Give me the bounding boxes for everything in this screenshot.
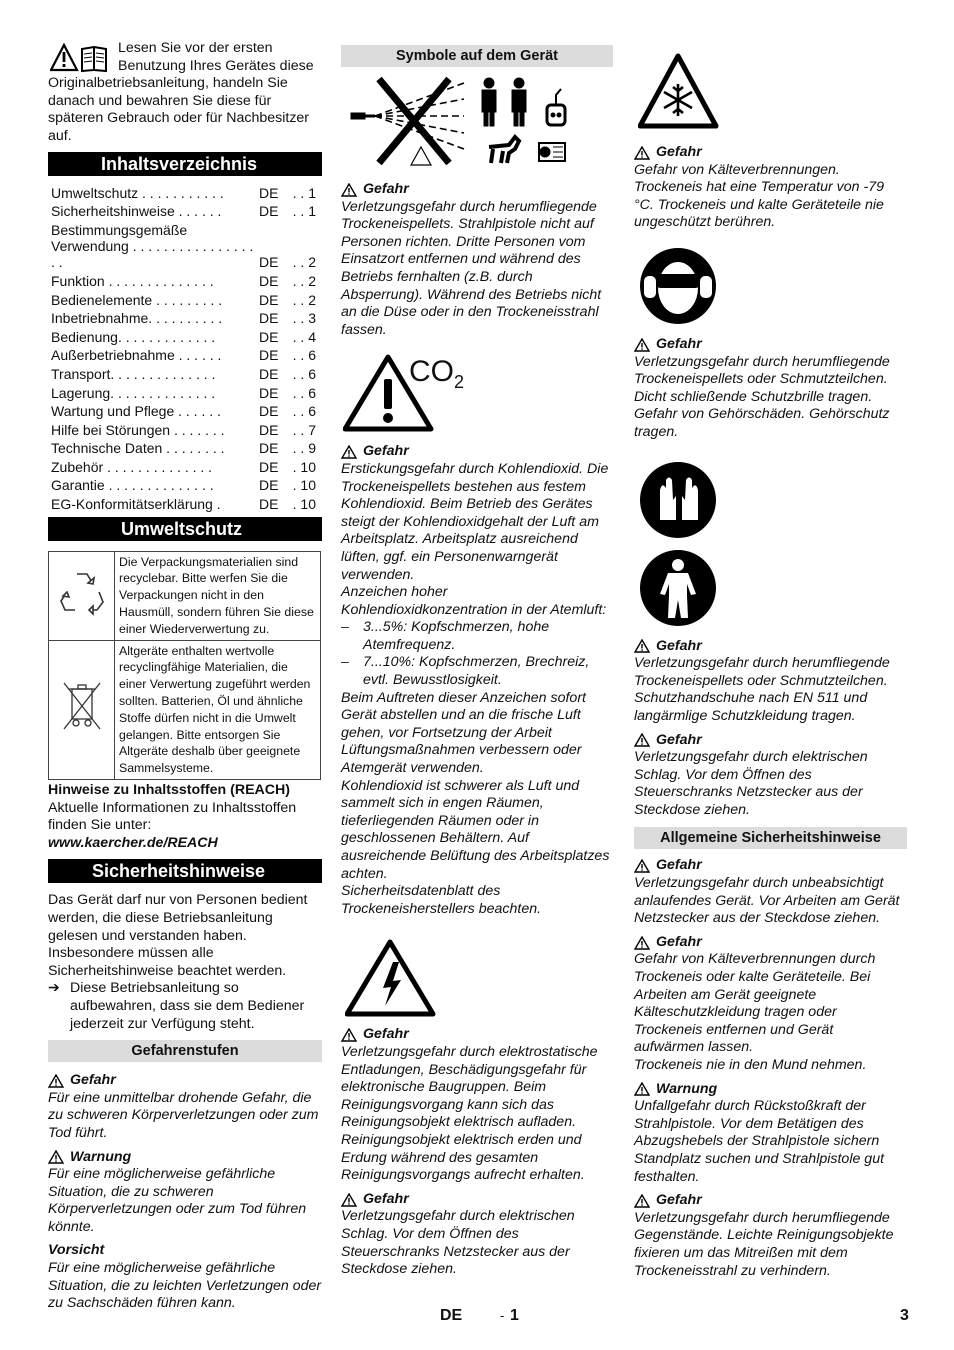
toc-entry[interactable] [48,476,322,495]
toc-entry-page: . . 1 [292,203,316,220]
warning-text: Verletzungsgefahr durch unbeabsichtigt anlaufendes Gerät. Vor Arbeiten am Gerät Netzstecker aus der Steckdose ziehen. [634,875,900,927]
toc-entry-label: Garantie . . . . . . . . . . . . . . [51,477,214,494]
goggles-earmuffs-icon [638,246,718,326]
warning-book-icon [50,43,114,73]
toc-entry-lang: DE [259,203,279,220]
toc-entry[interactable] [48,421,322,440]
warning-text: Unfallgefahr durch Rückstoßkraft der Strahlpistole. Vor dem Betätigen des Abzugshebels der Strahlpistole sichern Standplatz suchen und Strahlpistole gut festhalten. [634,1098,885,1185]
toc-entry-lang: DE [259,458,279,475]
toc-entry-label: Funktion . . . . . . . . . . . . . . [51,272,214,289]
toc-entry-label: Inbetriebnahme. . . . . . . . . . [51,310,223,327]
warning-text: Verletzungsgefahr durch herumfliegende Gegenstände. Leichte Reinigungsobjekte fixieren um das Mitreißen mit dem Trockeneisstrahl zu verhindern. [634,1209,894,1279]
toc-entry-lang: DE [259,291,279,308]
toc-entry-lang: DE [259,310,279,327]
toc-entry-lang: DE [259,384,279,401]
toc-entry-lang: DE [259,477,279,494]
toc-entry[interactable] [48,384,322,403]
device-symbols-icon [349,75,569,173]
column-left [48,40,322,1313]
toc-entry-label: Außerbetriebnahme . . . . . . [51,347,222,364]
toc-entry-page: . . 4 [292,328,316,345]
footer-section-number: 1 [510,1307,519,1324]
column-right [634,40,907,1280]
toc-entry-page: . . 9 [292,440,316,457]
warning-heading: Gefahr [634,732,907,750]
warning-text: Beim Auftreten dieser Anzeichen sofort Gerät abstellen und an die frische Luft gehen, vor Fortsetzung der Arbeit Lüftungsmaßnahmen verbessern oder Atemgerät verwenden. [341,689,586,777]
footer-lang: DE [440,1307,463,1324]
warning-text: Für eine möglicherweise gefährliche Situation, die zu schweren Körperverletzungen oder zum Tod führen könnte. [48,1166,307,1235]
warning-text: Sicherheitsdatenblatt des Trockeneisherstellers beachten. [341,883,542,917]
caution-text: Für eine möglicherweise gefährliche Situation, die zu leichten Verletzungen oder zu Sachschäden führen kann. [48,1260,322,1312]
intro-text: Lesen Sie vor der ersten Benutzung Ihres Gerätes diese Originalbetriebsanleitung, handeln Sie danach und bewahren Sie diese für späteren Gebrauch oder für Nachbesitzer auf. [48,40,314,144]
toc-entry-label: Zubehör . . . . . . . . . . . . . . [51,458,213,475]
toc-entry-label: Transport. . . . . . . . . . . . . . [51,365,216,382]
toc-entry[interactable] [48,458,322,477]
warning-text: Erstickungsgefahr durch Kohlendioxid. Die Trockeneispellets bestehen aus festem Kohlendioxid. Beim Betrieb des Gerätes steigt der Kohlendioxidgehalt der Luft am Arbeitsplatz. Arbeitsplatz ausreichend lüften, ggf. ein Personenwarngerät verwenden. [341,460,609,583]
toc-entry-lang: DE [259,347,279,364]
toc-entry[interactable] [48,328,322,347]
toc-entry[interactable] [48,291,322,310]
reach-text: Aktuelle Informationen zu Inhaltsstoffen finden Sie unter: [48,799,297,834]
warning-triangle-icon [634,936,650,950]
toc-entry-page: . . 1 [292,184,316,201]
arrow-right-icon: ➔ [48,980,60,997]
toc-entry[interactable] [48,402,322,421]
toc-entry-page: . . 2 [292,254,316,271]
toc-entry-page: . . 6 [292,347,316,364]
toc-entry-label: Wartung und Pflege . . . . . . [51,403,221,420]
umwelt-heading: Umweltschutz [48,517,322,541]
warning-text: Verletzungsgefahr durch herumfliegende Trockeneispellets. Strahlpistole nicht auf Personen richten. Dritte Personen vom Einsatzort entfernen und während des Betriebs fernhalten (z.B. durch Absperrung). Während des Betriebs nicht an die Düse oder in den Trockeneisstrahl fassen. [341,198,602,338]
toc-entry-label: Lagerung. . . . . . . . . . . . . . [51,384,216,401]
toc-entry-label: Technische Daten . . . . . . . . [51,440,225,457]
warning-heading: Gefahr [634,638,907,656]
environment-text-disposal: Altgeräte enthalten wertvolle recyclingfähige Materialien, die einer Verwertung zugeführt werden sollten. Batterien, Öl und ähnliche Stoffe dürfen nicht in die Umwelt gelangen. Bitte entsorgen Sie Altgeräte deshalb über geeignete Sammelsysteme. [115,640,321,779]
toc-entry-page: . 10 [292,477,316,494]
symbole-heading: Symbole auf dem Gerät [341,45,613,67]
warning-heading: Gefahr [341,1191,613,1209]
environment-text-packaging: Die Verpackungsmaterialien sind recyclebar. Bitte werfen Sie die Verpackungen nicht in den Hausmüll, sondern führen Sie diese einer Wiederverwertung zu. [115,551,321,640]
warning-triangle-icon [634,1082,650,1096]
warning-text: Trockeneis nie in den Mund nehmen. [634,1057,867,1073]
warning-heading: Gefahr [634,336,907,354]
warning-text: Gefahr von Kälteverbrennungen durch Trockeneis oder kalte Geräteteile. Bei Arbeiten am Gerät geeignete Kälteschutzkleidung tragen oder Trockeneis entfernen und Gerät aufwärmen lassen. [634,951,876,1056]
warning-text: Verletzungsgefahr durch elektrischen Schlag. Vor dem Öffnen des Steuerschranks Netzstecker aus der Steckdose ziehen. [341,1208,575,1278]
toc-entry-page: . . 6 [292,365,316,382]
reach-link[interactable]: www.kaercher.de/REACH [48,834,218,851]
caution-heading: Vorsicht [48,1242,105,1259]
toc-entry[interactable] [48,184,322,203]
gloves-icon [638,460,718,540]
list-item: – 7...10%: Kopfschmerzen, Brechreiz, evtl. Bewusstlosigkeit. [341,654,590,689]
warning-triangle-icon [634,338,650,352]
cold-warning-icon [638,52,720,132]
toc-entry-label: EG-Konformitätserklärung . [51,496,221,513]
toc-entry-page: . . 7 [292,421,316,438]
warning-triangle-icon [634,146,650,160]
toc-entry-lang: DE [259,328,279,345]
warning-heading: Gefahr [341,181,613,199]
warning-text: Reinigungsobjekt elektrisch erden und Erdung während des gesamten Reinigungsvorgangs aufrecht erhalten. [341,1131,585,1184]
toc-entry-lang: DE [259,403,279,420]
toc-entry-label: Sicherheitshinweise . . . . . . [51,203,222,220]
toc-entry-label: Umweltschutz . . . . . . . . . . . [51,184,224,201]
warning-text: Anzeichen hoher Kohlendioxidkonzentration in der Atemluft: [341,584,607,618]
warning-triangle-icon [341,183,357,197]
warning-triangle-icon [634,733,650,747]
warning-heading: Warnung [634,1081,907,1099]
high-voltage-warning-icon [345,936,441,1020]
co2-warning-symbol [341,349,613,437]
sicherheit-heading: Sicherheitshinweise [48,859,322,883]
toc-entry-page: . 10 [292,458,316,475]
warning-triangle-icon [48,1074,64,1088]
warning-text: Verletzungsgefahr durch elektrischen Schlag. Vor dem Öffnen des Steuerschranks Netzstecker aus der Steckdose ziehen. [634,749,868,818]
warning-triangle-icon [634,639,650,653]
warning-text: Verletzungsgefahr durch herumfliegende Trockeneispellets oder Schmutzteilchen. Dicht schließende Schutzbrille tragen. Gefahr von Gehörschäden. Gehörschutz tragen. [634,353,890,440]
arrow-instruction: ➔ Diese Betriebsanleitung so aufbewahren, dass sie dem Bediener jederzeit zur Verfügung steht. [48,980,305,1032]
toc-entry[interactable] [48,221,322,272]
toc-entry-lang: DE [259,440,279,457]
toc-entry-label: Bedienelemente . . . . . . . . . [51,291,223,308]
warning-triangle-icon [341,1028,357,1042]
toc-entry-page: . . 6 [292,384,316,401]
toc-entry-lang: DE [259,421,279,438]
warning-heading: Gefahr [634,144,907,162]
warning-heading: Gefahr [341,1026,613,1044]
co2-label: $CO_2$ [409,355,465,393]
warning-triangle-icon [634,859,650,873]
environment-row-packaging [49,551,321,640]
toc-entry-lang: DE [259,254,279,271]
page-number: 3 [900,1307,909,1324]
warning-heading: Gefahr [48,1072,322,1090]
toc-entry-lang: DE [259,365,279,382]
environment-table [48,551,321,780]
toc-entry-page: . 10 [292,496,316,513]
warning-heading: Gefahr [634,934,907,952]
toc-entry-lang: DE [259,496,279,513]
intro [48,40,322,146]
toc-table [48,184,322,514]
crossed-bin-icon [59,679,105,735]
toc-entry[interactable] [48,202,322,221]
warning-heading: Gefahr [634,1192,907,1210]
warning-heading: Warnung [48,1149,322,1167]
warning-triangle-icon [634,1194,650,1208]
toc-entry[interactable] [48,309,322,328]
toc-entry[interactable] [48,365,322,384]
toc-entry-page: . . 3 [292,310,316,327]
toc-entry[interactable] [48,346,322,365]
toc-entry-page: . . 2 [292,272,316,289]
toc-entry-lang: DE [259,184,279,201]
protective-suit-icon [638,548,718,628]
warning-triangle-icon [341,1193,357,1207]
warning-text: Verletzungsgefahr durch elektrostatische Entladungen, Beschädigungsgefahr für elektronische Baugruppen. Beim Reinigungsvorgang kann sich das Reinigungsobjekt elektrisch aufladen. [341,1043,598,1131]
column-middle [341,45,613,1279]
toc-entry-page: . . 6 [292,403,316,420]
toc-entry-label: Bedienung. . . . . . . . . . . . . [51,328,216,345]
toc-entry-label: Bestimmungsgemäße Verwendung . . . . . . . . . . . . . . . . . . [51,221,254,271]
toc-entry[interactable] [48,272,322,291]
toc-entry-page: . . 2 [292,291,316,308]
warning-text: Für eine unmittelbar drohende Gefahr, die zu schweren Körperverletzungen oder zum Tod führt. [48,1089,319,1141]
warning-triangle-icon [48,1150,64,1164]
warning-heading: Gefahr [341,443,613,461]
environment-row-disposal [49,640,321,779]
toc-entry[interactable] [48,495,322,514]
warning-heading: Gefahr [634,857,907,875]
toc-entry-lang: DE [259,272,279,289]
gefahrenstufen-heading: Gefahrenstufen [48,1040,322,1062]
toc-entry[interactable] [48,439,322,458]
toc-heading: Inhaltsverzeichnis [48,152,322,176]
allgemeine-heading: Allgemeine Sicherheitshinweise [634,827,907,849]
warning-text: Kohlendioxid ist schwerer als Luft und sammelt sich in engen Räumen, tieferliegenden Räumen oder in geschlossenen Behältern. Auf ausreichende Belüftung des Arbeitsplatzes achten. [341,777,610,882]
footer-separator: - [500,1308,505,1323]
recycling-icon [55,566,109,620]
list-item: – 3...5%: Kopfschmerzen, hohe Atemfrequenz. [341,619,550,653]
sicherheit-text: Das Gerät darf nur von Personen bedient werden, die diese Betriebsanleitung gelesen und verstanden haben. Insbesondere müssen alle Sicherheitshinweise beachtet werden. [48,892,308,979]
warning-triangle-icon [341,445,357,459]
warning-text: Verletzungsgefahr durch herumfliegende Trockeneispellets oder Schmutzteilchen. Schutzhandschuhe nach EN 511 und langärmlige Schutzkleidung tragen. [634,655,890,724]
toc-entry-label: Hilfe bei Störungen . . . . . . . [51,421,225,438]
warning-text: Gefahr von Kälteverbrennungen. Trockeneis hat eine Temperatur von -79 °C. Trockeneis und kalte Geräteteile nie ungeschützt berühren. [634,161,884,231]
reach-heading: Hinweise zu Inhaltsstoffen (REACH) [48,782,290,799]
